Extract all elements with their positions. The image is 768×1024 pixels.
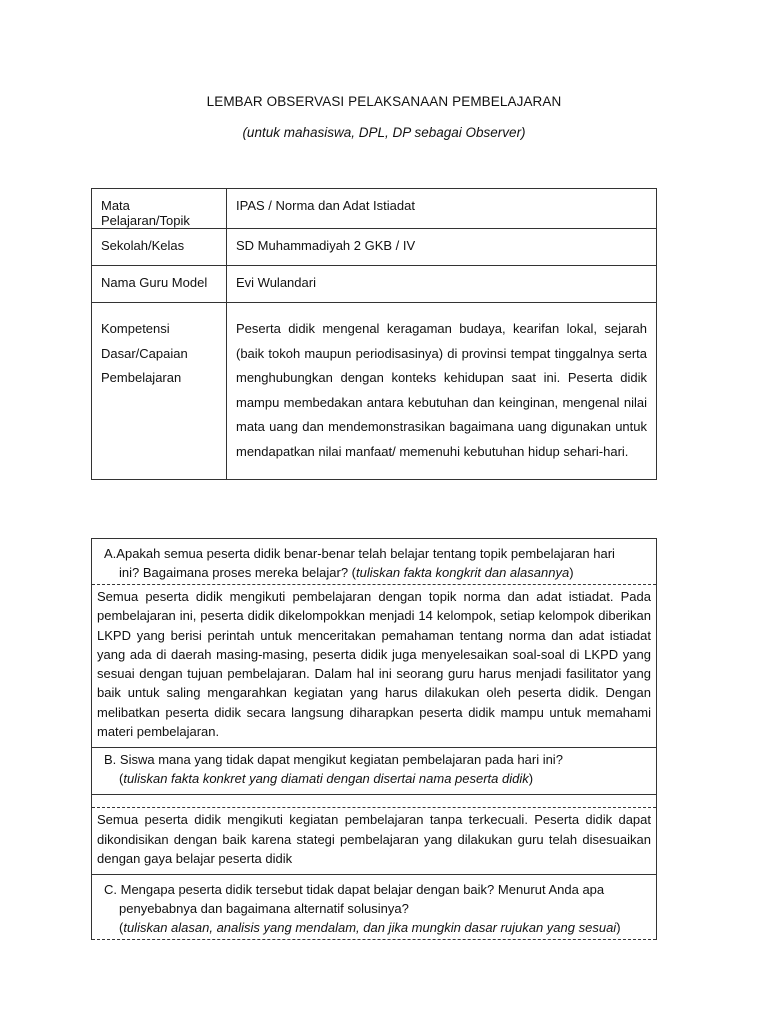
question-b-marker: B.: [104, 752, 117, 768]
row-label-subject: Mata Pelajaran/Topik: [92, 189, 227, 229]
question-c-hint: tuliskan alasan, analisis yang mendalam, dan jika mungkin dasar rujukan yang sesuai: [123, 920, 617, 936]
question-a-close: ): [569, 565, 574, 580]
table-row: [92, 229, 657, 266]
row-label-teacher: Nama Guru Model: [92, 266, 227, 303]
question-a-hint: tuliskan fakta kongkrit dan alasannya: [356, 565, 570, 580]
document-title: LEMBAR OBSERVASI PELAKSANAAN PEMBELAJARAN: [206, 94, 562, 109]
row-value-school: SD Muhammadiyah 2 GKB / IV: [227, 229, 657, 266]
observation-section: [91, 538, 657, 940]
answer-b: Semua peserta didik mengikuti kegiatan pembelajaran tanpa terkecuali. Peserta didik dapat dikondisikan dengan baik karena stategi pembelajaran yang dilakukan guru telah disesuaikan dengan gaya belajar peserta didik: [97, 812, 651, 866]
answer-divider: [92, 939, 656, 940]
competency-label-line: Dasar/Capaian: [101, 345, 188, 361]
question-c-line1: Mengapa peserta didik tersebut tidak dapat belajar dengan baik? Menurut Anda apa: [120, 882, 605, 898]
question-b-hint: tuliskan fakta konkret yang diamati dengan disertai nama peserta didik: [123, 771, 529, 787]
question-c: [92, 875, 656, 939]
answer-a: Semua peserta didik mengikuti pembelajaran dengan topik norma dan adat istiadat. Pada pembelajaran ini, peserta didik dikelompokkan menjadi 14 kelompok, setiap kelompok diberikan LKPD yang berisi perintah untuk menceritakan pemahaman tentang norma dan adat istiadat yang ada di daerah masing-masing, peserta didik juga menyelesaikan soal-soal di LKPD yang sesuai dengan tujuan pembelajaran. Dalam hal ini seorang guru harus menjadi fasilitator yang baik untuk saling mengarahkan kegiatan yang harus dilakukan oleh peserta didik. Dengan melibatkan peserta didik secara langsung diharapkan peserta didik mampu untuk memahami materi pembelajaran.: [97, 589, 651, 740]
row-label-school: Sekolah/Kelas: [92, 229, 227, 266]
table-row: [92, 266, 657, 303]
question-b-close: ): [528, 771, 534, 787]
table-row: [92, 303, 657, 480]
question-a-marker: A.: [104, 546, 117, 561]
competency-label-line: Kompetensi: [101, 321, 170, 336]
row-value-teacher: Evi Wulandari: [227, 266, 657, 303]
row-label-competency: [92, 303, 227, 480]
question-c-marker: C.: [104, 882, 117, 898]
question-c-line2: penyebabnya dan bagaimana alternatif solusinya?: [119, 901, 409, 917]
question-c-open: (: [119, 920, 124, 936]
document-subtitle: (untuk mahasiswa, DPL, DP sebagai Observer): [242, 125, 526, 140]
table-row: [92, 189, 657, 229]
competency-label-line: Pembelajaran: [101, 370, 182, 386]
row-value-subject: IPAS / Norma dan Adat Istiadat: [227, 189, 657, 229]
question-a-line1: Apakah semua peserta didik benar-benar telah belajar tentang topik pembelajaran hari: [116, 546, 615, 561]
question-a: [92, 539, 656, 584]
question-b: [92, 748, 656, 794]
question-a-line2: ini? Bagaimana proses mereka belajar? (: [119, 565, 357, 580]
question-b-open: (: [119, 771, 124, 787]
question-c-close: ): [616, 920, 621, 936]
info-table: [91, 188, 657, 480]
question-b-line1: Siswa mana yang tidak dapat mengikut kegiatan pembelajaran pada hari ini?: [119, 752, 563, 768]
row-value-competency: Peserta didik mengenal keragaman budaya, kearifan lokal, sejarah (baik tokoh maupun periodisasinya) di provinsi tempat tinggalnya serta menghubungkan dengan konteks kehidupan saat ini. Peserta didik mampu membedakan antara kebutuhan dan keinginan, mengenal nilai mata uang dan mendemonstrasikan bagaimana uang digunakan untuk mendapatkan nilai manfaat/ memenuhi kebutuhan hidup sehari-hari.: [227, 303, 657, 480]
